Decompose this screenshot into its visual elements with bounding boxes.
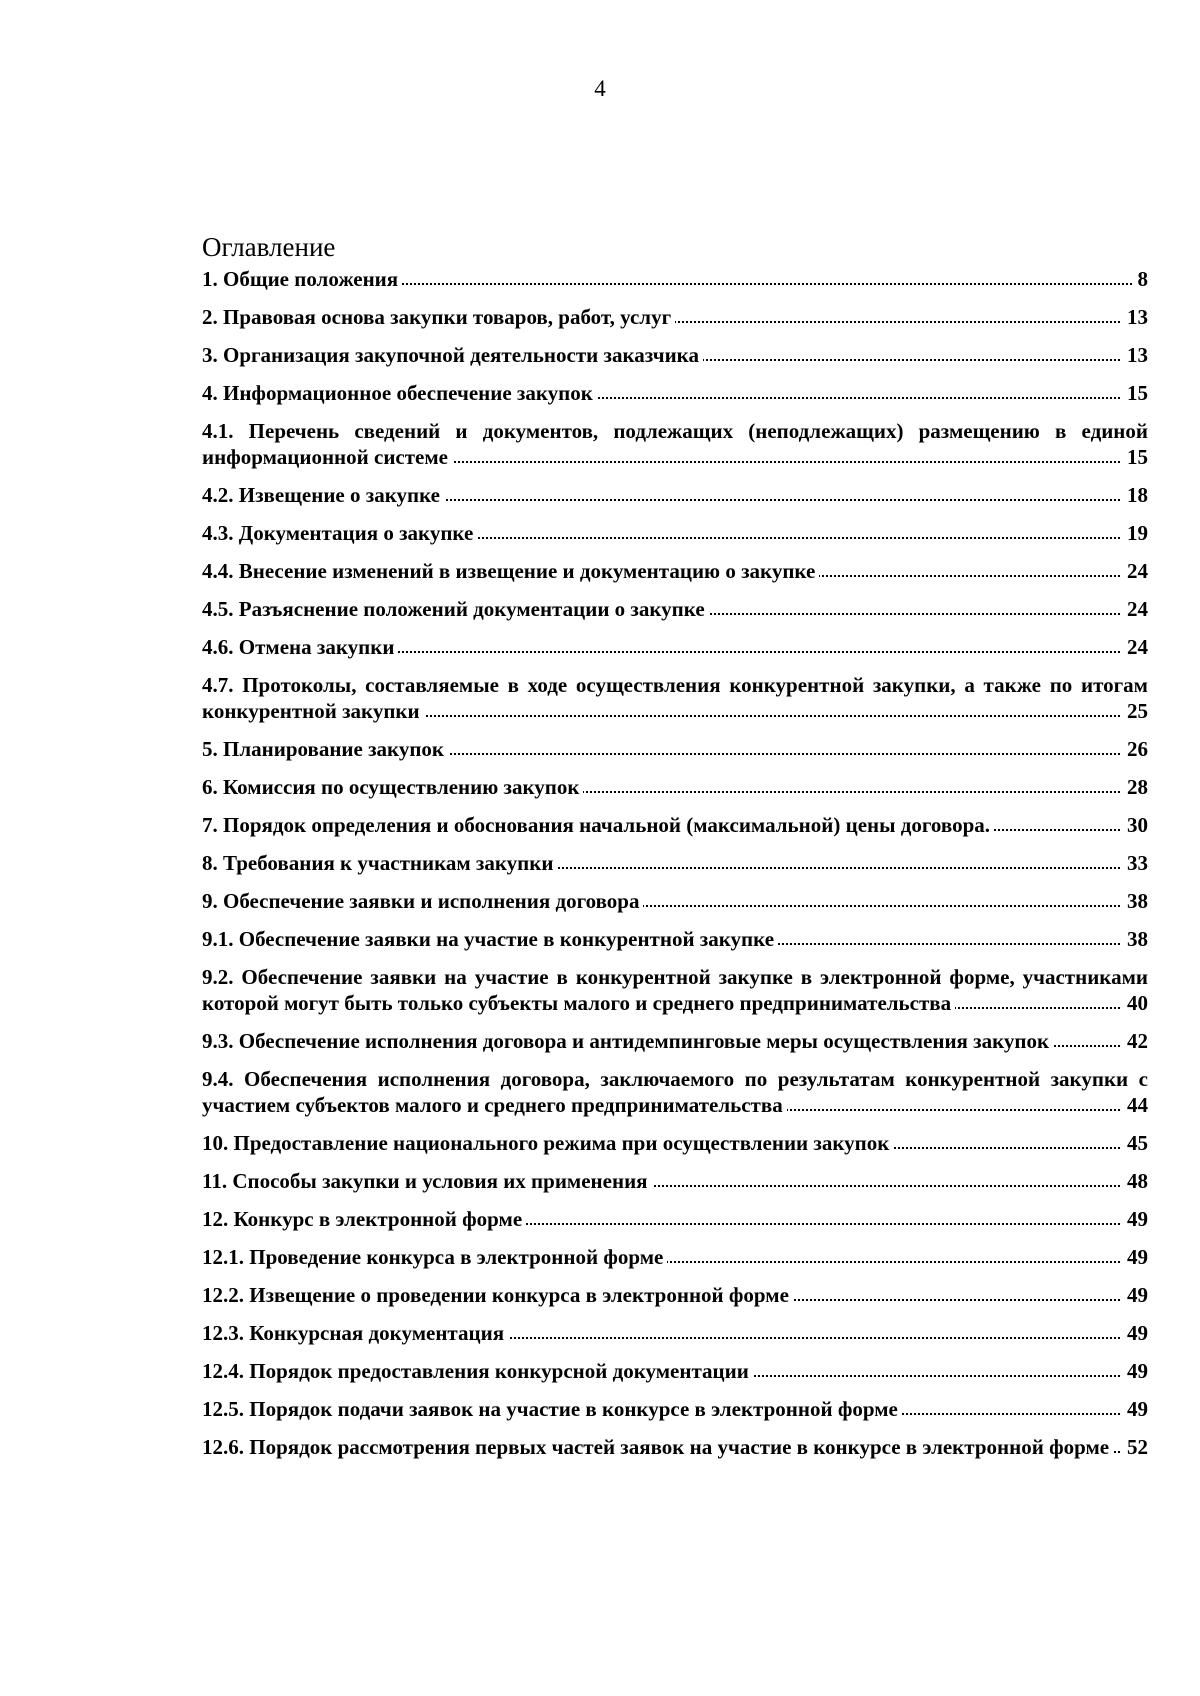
toc-entry-page: 13	[1122, 342, 1148, 368]
toc-entry[interactable]	[202, 926, 1148, 952]
toc-entry[interactable]	[202, 1282, 1148, 1308]
toc-entry-page: 38	[1122, 926, 1148, 952]
toc-entry[interactable]	[202, 1066, 1148, 1118]
toc-entry-page: 49	[1122, 1282, 1148, 1308]
toc-entry-title: 8. Требования к участникам закупки	[202, 851, 557, 875]
toc-entry-title: 4. Информационное обеспечение закупок	[202, 381, 597, 405]
toc-entry-page: 49	[1122, 1206, 1148, 1232]
page-number: 4	[594, 76, 606, 101]
toc-entry-title: 4.4. Внесение изменений в извещение и документацию о закупке	[202, 559, 819, 583]
toc-entry-title: 9. Обеспечение заявки и исполнения договора	[202, 889, 643, 913]
toc-entry-title: 9.2. Обеспечение заявки на участие в конкурентной закупке в электронной форме, участниками которой могут быть только субъекты малого и среднего предпринимательства	[202, 965, 1148, 1015]
toc-entry-page: 49	[1122, 1358, 1148, 1384]
toc-entry-page: 48	[1122, 1168, 1148, 1194]
toc-entry[interactable]	[202, 596, 1148, 622]
toc-entry-title: 12.2. Извещение о проведении конкурса в электронной форме	[202, 1283, 793, 1307]
toc-entry[interactable]	[202, 558, 1148, 584]
toc-entry-title: 9.3. Обеспечение исполнения договора и антидемпинговые меры осуществления закупок	[202, 1029, 1053, 1053]
toc-entry-title: 12.3. Конкурсная документация	[202, 1321, 508, 1345]
toc-entry[interactable]	[202, 342, 1148, 368]
toc-entry[interactable]	[202, 888, 1148, 914]
toc-entry[interactable]	[202, 1028, 1148, 1054]
toc-entry-page: 30	[1122, 812, 1148, 838]
toc-entry-page: 25	[1122, 698, 1148, 724]
toc-entry-page: 49	[1122, 1320, 1148, 1346]
toc-entry-page: 42	[1122, 1028, 1148, 1054]
toc-entry-page: 13	[1122, 304, 1148, 330]
toc-entry-title: 9.1. Обеспечение заявки на участие в конкурентной закупке	[202, 927, 778, 951]
toc-entry[interactable]	[202, 266, 1148, 292]
toc-entry-page: 45	[1122, 1130, 1148, 1156]
toc-entry-page: 49	[1122, 1396, 1148, 1422]
toc-entry-page: 15	[1122, 444, 1148, 470]
toc-entry[interactable]	[202, 672, 1148, 724]
toc-entry[interactable]	[202, 304, 1148, 330]
toc-entry-title: 6. Комиссия по осуществлению закупок	[202, 775, 583, 799]
toc-entry[interactable]	[202, 418, 1148, 470]
toc-entry[interactable]	[202, 1206, 1148, 1232]
toc-entry-title: 10. Предоставление национального режима при осуществлении закупок	[202, 1131, 893, 1155]
toc-entry-page: 26	[1122, 736, 1148, 762]
toc-entry-page: 44	[1122, 1092, 1148, 1118]
toc-entry[interactable]	[202, 1320, 1148, 1346]
toc-entry-page: 24	[1122, 558, 1148, 584]
toc-entry[interactable]	[202, 380, 1148, 406]
toc-list	[202, 266, 1148, 1460]
toc-entry-title: 1. Общие положения	[202, 267, 402, 291]
toc-entry-page: 33	[1122, 850, 1148, 876]
toc-entry-title: 4.3. Документация о закупке	[202, 521, 477, 545]
toc-entry[interactable]	[202, 736, 1148, 762]
toc-entry-title: 5. Планирование закупок	[202, 737, 448, 761]
toc-entry-title: 4.1. Перечень сведений и документов, подлежащих (неподлежащих) размещению в единой информационной системе	[202, 419, 1148, 469]
toc-entry-page: 18	[1122, 482, 1148, 508]
toc-entry-page: 24	[1122, 596, 1148, 622]
toc-entry[interactable]	[202, 1396, 1148, 1422]
toc-entry-page: 40	[1122, 990, 1148, 1016]
toc-entry-title: 7. Порядок определения и обоснования начальной (максимальной) цены договора.	[202, 813, 994, 837]
toc-entry[interactable]	[202, 774, 1148, 800]
toc-entry[interactable]	[202, 1168, 1148, 1194]
toc-entry[interactable]	[202, 1358, 1148, 1384]
toc-entry[interactable]	[202, 482, 1148, 508]
toc-entry[interactable]	[202, 1434, 1148, 1460]
toc-entry[interactable]	[202, 964, 1148, 1016]
toc-entry-title: 12. Конкурс в электронной форме	[202, 1207, 526, 1231]
table-of-contents	[202, 232, 1148, 1472]
toc-entry-title: 11. Способы закупки и условия их применения	[202, 1169, 652, 1193]
toc-entry-page: 24	[1122, 634, 1148, 660]
toc-entry[interactable]	[202, 1130, 1148, 1156]
toc-entry-page: 15	[1122, 380, 1148, 406]
toc-entry-page: 8	[1133, 266, 1149, 292]
toc-title: Оглавление	[202, 232, 336, 262]
toc-entry-title: 4.7. Протоколы, составляемые в ходе осуществления конкурентной закупки, а также по итогам конкурентной закупки	[202, 673, 1148, 723]
toc-entry[interactable]	[202, 1244, 1148, 1270]
toc-entry[interactable]	[202, 634, 1148, 660]
toc-entry-page: 28	[1122, 774, 1148, 800]
toc-entry-title: 12.5. Порядок подачи заявок на участие в конкурсе в электронной форме	[202, 1397, 902, 1421]
toc-entry[interactable]	[202, 850, 1148, 876]
toc-entry-page: 52	[1122, 1434, 1148, 1460]
toc-entry-title: 9.4. Обеспечения исполнения договора, заключаемого по результатам конкурентной закупки с участием субъектов малого и среднего предпринимательства	[202, 1067, 1148, 1117]
toc-entry-title: 4.2. Извещение о закупке	[202, 483, 444, 507]
toc-entry-title: 12.1. Проведение конкурса в электронной форме	[202, 1245, 667, 1269]
toc-entry-page: 19	[1122, 520, 1148, 546]
toc-entry-title: 12.6. Порядок рассмотрения первых частей заявок на участие в конкурсе в электронной форме	[202, 1435, 1113, 1459]
toc-entry-title: 3. Организация закупочной деятельности заказчика	[202, 343, 703, 367]
toc-entry-title: 4.5. Разъяснение положений документации о закупке	[202, 597, 709, 621]
toc-entry[interactable]	[202, 520, 1148, 546]
toc-entry-title: 4.6. Отмена закупки	[202, 635, 398, 659]
toc-entry-page: 49	[1122, 1244, 1148, 1270]
toc-entry[interactable]	[202, 812, 1148, 838]
toc-entry-title: 2. Правовая основа закупки товаров, работ, услуг	[202, 305, 675, 329]
toc-entry-page: 38	[1122, 888, 1148, 914]
toc-entry-title: 12.4. Порядок предоставления конкурсной документации	[202, 1359, 753, 1383]
